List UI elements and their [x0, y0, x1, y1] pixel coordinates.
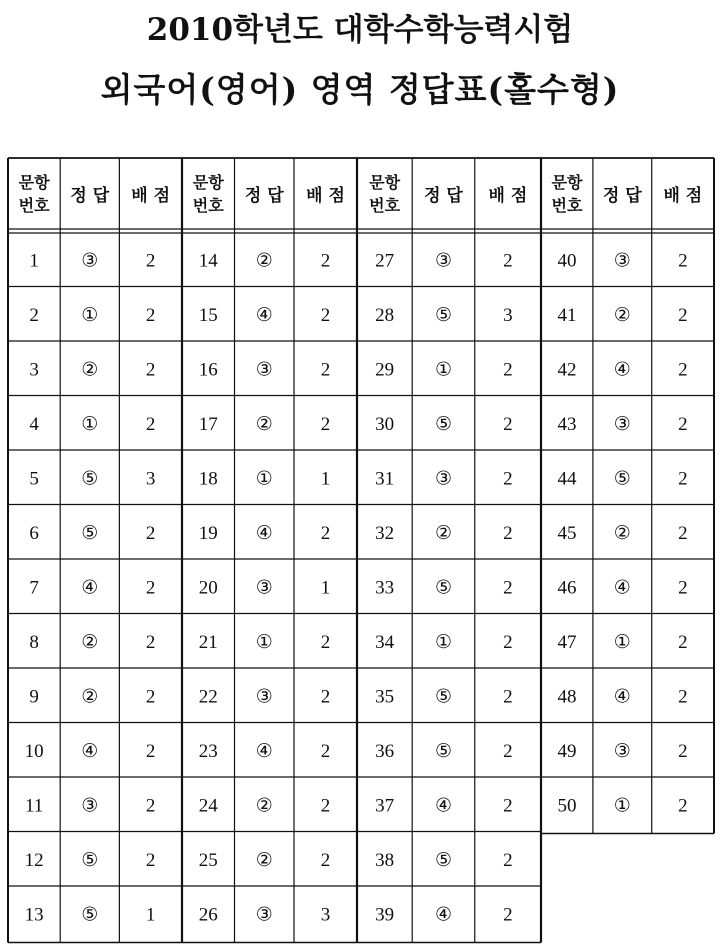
question-number: 11: [24, 795, 44, 817]
score-value: 2: [678, 413, 688, 435]
score-value: 2: [320, 522, 331, 544]
score-value: 2: [145, 250, 156, 272]
answer-value: ②: [81, 685, 99, 708]
answer-value: ②: [255, 848, 273, 871]
score-value: 2: [320, 686, 331, 708]
score-value: 2: [320, 250, 331, 272]
answer-value: ④: [613, 358, 631, 381]
score-value: 2: [503, 522, 513, 544]
answer-value: ②: [255, 794, 273, 817]
score-value: 2: [678, 795, 688, 817]
score-value: 2: [145, 849, 156, 871]
answer-value: ③: [434, 467, 453, 490]
score-value: 2: [503, 250, 513, 272]
answer-value: ⑤: [434, 576, 453, 599]
question-number: 38: [375, 849, 395, 871]
answer-value: ②: [255, 412, 273, 435]
question-number: 28: [375, 304, 395, 326]
question-number: 1: [29, 250, 39, 272]
score-value: 2: [678, 250, 688, 272]
page-title: 2010학년도 대학수학능력시험: [146, 12, 574, 48]
answer-value: ②: [81, 630, 99, 653]
score-value: 2: [145, 522, 156, 544]
answer-value: ④: [434, 794, 453, 817]
answer-value: ③: [255, 358, 273, 381]
question-number: 15: [198, 304, 218, 326]
score-value: 2: [320, 849, 331, 871]
question-number: 27: [375, 250, 395, 272]
question-number: 40: [557, 250, 577, 272]
question-number: 39: [375, 904, 395, 926]
question-number: 45: [557, 522, 577, 544]
answer-value: ②: [613, 521, 631, 544]
question-number: 19: [198, 522, 218, 544]
score-value: 2: [503, 686, 513, 708]
header-number-line1: 문항: [192, 173, 224, 192]
question-number: 24: [198, 795, 218, 817]
answer-value: ⑤: [434, 739, 453, 762]
answer-value: ④: [434, 903, 453, 926]
question-number: 22: [198, 686, 218, 708]
answer-value: ⑤: [81, 467, 99, 490]
question-number: 49: [557, 740, 577, 762]
page-subtitle: 외국어(영어) 영역 정답표(홀수형): [100, 70, 620, 109]
score-value: 2: [503, 359, 513, 381]
answer-value: ④: [81, 576, 99, 599]
score-value: 2: [678, 631, 688, 653]
header-answer: 정 답: [244, 186, 284, 206]
question-number: 34: [375, 631, 395, 653]
score-value: 2: [503, 631, 513, 653]
answer-value: ①: [255, 467, 273, 490]
answer-value: ①: [613, 794, 631, 817]
question-number: 31: [375, 468, 395, 490]
score-value: 2: [320, 359, 331, 381]
answer-value: ⑤: [81, 521, 99, 544]
answer-value: ③: [613, 412, 631, 435]
question-number: 47: [557, 631, 577, 653]
answer-value: ④: [613, 576, 631, 599]
header-answer: 정 답: [602, 186, 642, 206]
answer-value: ①: [613, 630, 631, 653]
header-answer: 정 답: [424, 186, 463, 206]
question-number: 42: [557, 359, 577, 381]
header-number-line2: 번호: [551, 196, 583, 215]
score-value: 2: [503, 468, 513, 490]
header-number-line1: 문항: [369, 173, 401, 192]
score-value: 2: [503, 795, 513, 817]
question-number: 23: [198, 740, 218, 762]
score-value: 3: [145, 468, 156, 490]
score-value: 2: [678, 522, 688, 544]
answer-value: ⑤: [434, 303, 453, 326]
score-value: 2: [503, 849, 513, 871]
answer-value: ③: [613, 249, 631, 272]
answer-value: ①: [81, 412, 99, 435]
score-value: 2: [145, 686, 156, 708]
score-value: 2: [145, 413, 156, 435]
question-number: 8: [29, 631, 39, 653]
score-value: 2: [503, 413, 513, 435]
question-number: 48: [557, 686, 577, 708]
answer-value: ①: [255, 630, 273, 653]
question-number: 46: [557, 577, 577, 599]
question-number: 21: [198, 631, 218, 653]
answer-value: ⑤: [434, 685, 453, 708]
score-value: 1: [320, 577, 331, 599]
question-number: 7: [29, 577, 39, 599]
answer-value: ②: [255, 249, 273, 272]
header-score: 배 점: [131, 186, 171, 206]
answer-value: ①: [434, 358, 453, 381]
header-number-line1: 문항: [18, 173, 50, 192]
question-number: 29: [375, 359, 395, 381]
question-number: 17: [198, 413, 218, 435]
question-number: 26: [198, 904, 218, 926]
question-number: 16: [198, 359, 218, 381]
header-score: 배 점: [488, 186, 528, 206]
score-value: 2: [678, 740, 688, 762]
question-number: 14: [198, 250, 218, 272]
header-number-line2: 번호: [369, 196, 401, 215]
score-value: 1: [320, 468, 331, 490]
answer-value: ⑤: [81, 848, 99, 871]
header-number-line2: 번호: [192, 196, 224, 215]
answer-value: ③: [255, 903, 273, 926]
answer-value: ③: [255, 685, 273, 708]
score-value: 2: [678, 304, 688, 326]
score-value: 2: [503, 740, 513, 762]
question-number: 32: [375, 522, 395, 544]
question-number: 35: [375, 686, 395, 708]
question-number: 4: [29, 413, 39, 435]
question-number: 25: [198, 849, 218, 871]
answer-value: ②: [434, 521, 453, 544]
header-answer: 정 답: [70, 186, 110, 206]
score-value: 2: [320, 304, 331, 326]
answer-value: ⑤: [613, 467, 631, 490]
question-number: 10: [24, 740, 44, 762]
question-number: 43: [557, 413, 577, 435]
score-value: 3: [503, 304, 513, 326]
score-value: 3: [320, 904, 331, 926]
answer-value: ④: [81, 739, 99, 762]
score-value: 2: [678, 577, 688, 599]
score-value: 2: [320, 740, 331, 762]
score-value: 2: [678, 686, 688, 708]
header-number-line1: 문항: [551, 173, 583, 192]
question-number: 13: [24, 904, 44, 926]
header-number-line2: 번호: [18, 196, 50, 215]
question-number: 36: [375, 740, 395, 762]
question-number: 5: [29, 468, 39, 490]
answer-value: ②: [613, 303, 631, 326]
score-value: 2: [145, 740, 156, 762]
score-value: 2: [320, 413, 331, 435]
answer-value: ①: [81, 303, 99, 326]
answer-value: ④: [255, 739, 273, 762]
question-number: 12: [24, 849, 44, 871]
question-number: 33: [375, 577, 395, 599]
answer-value: ④: [255, 303, 273, 326]
answer-value: ③: [255, 576, 273, 599]
question-number: 50: [557, 795, 577, 817]
answer-value: ②: [81, 358, 99, 381]
score-value: 2: [145, 304, 156, 326]
answer-value: ③: [81, 794, 99, 817]
score-value: 2: [145, 577, 156, 599]
answer-value: ①: [434, 630, 453, 653]
score-value: 2: [503, 577, 513, 599]
score-value: 2: [503, 904, 513, 926]
score-value: 2: [145, 795, 156, 817]
score-value: 2: [320, 795, 331, 817]
question-number: 30: [375, 413, 395, 435]
question-number: 6: [29, 522, 39, 544]
question-number: 18: [198, 468, 218, 490]
question-number: 44: [557, 468, 577, 490]
header-score: 배 점: [306, 186, 345, 206]
score-value: 2: [678, 359, 688, 381]
answer-value: ⑤: [434, 412, 453, 435]
answer-value: ⑤: [434, 848, 453, 871]
answer-value: ④: [255, 521, 273, 544]
answer-value: ③: [81, 249, 99, 272]
answer-value: ③: [613, 739, 631, 762]
score-value: 1: [145, 904, 156, 926]
question-number: 37: [375, 795, 395, 817]
score-value: 2: [145, 359, 156, 381]
score-value: 2: [678, 468, 688, 490]
answer-value: ⑤: [81, 903, 99, 926]
score-value: 2: [145, 631, 156, 653]
answer-value: ③: [434, 249, 453, 272]
question-number: 41: [557, 304, 577, 326]
question-number: 3: [29, 359, 39, 381]
question-number: 9: [29, 686, 39, 708]
header-score: 배 점: [663, 186, 703, 206]
answer-value: ④: [613, 685, 631, 708]
question-number: 20: [198, 577, 218, 599]
score-value: 2: [320, 631, 331, 653]
question-number: 2: [29, 304, 39, 326]
